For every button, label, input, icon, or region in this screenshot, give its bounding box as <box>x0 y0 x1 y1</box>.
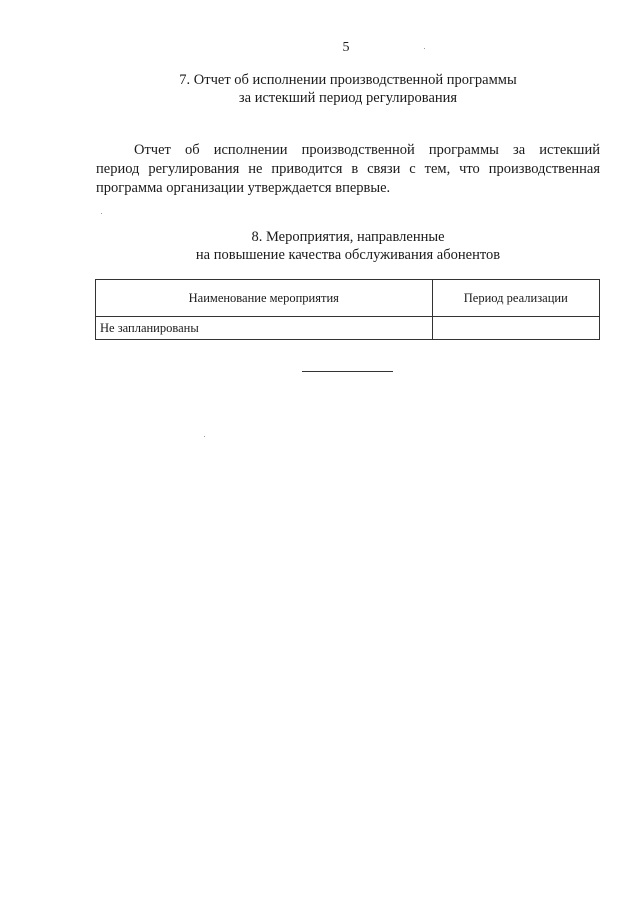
section-7-heading <box>96 71 600 107</box>
section-7-paragraph <box>96 141 600 198</box>
section-8-heading <box>96 228 600 264</box>
section-7-heading-line-1: 7. Отчет об исполнении производственной программы <box>179 72 517 88</box>
page-number: 5 <box>342 40 350 55</box>
table-cell-period <box>432 317 599 340</box>
section-8-heading-line-1: 8. Мероприятия, направленные <box>251 229 445 245</box>
section-8-heading-line-2: на повышение качества обслуживания абонентов <box>195 247 501 263</box>
table-row <box>96 317 600 340</box>
table-cell-measure-name: Не запланированы <box>96 317 433 340</box>
scan-speck <box>204 436 205 437</box>
section-7-heading-line-2: за истекший период регулирования <box>238 90 458 106</box>
paragraph-line-3: программа организации утверждается впервые. <box>96 180 391 196</box>
paragraph-line-2: период регулирования не приводится в связи с тем, что производственная <box>96 161 600 177</box>
scan-speck <box>424 48 425 49</box>
table-header-row <box>96 280 600 317</box>
column-header-measure-name: Наименование мероприятия <box>96 280 433 317</box>
measures-table <box>95 279 600 340</box>
column-header-period: Период реализации <box>432 280 599 317</box>
scan-speck <box>101 213 102 214</box>
end-of-document-rule <box>302 371 393 372</box>
paragraph-line-1: Отчет об исполнении производственной программы за истекший <box>134 142 600 158</box>
